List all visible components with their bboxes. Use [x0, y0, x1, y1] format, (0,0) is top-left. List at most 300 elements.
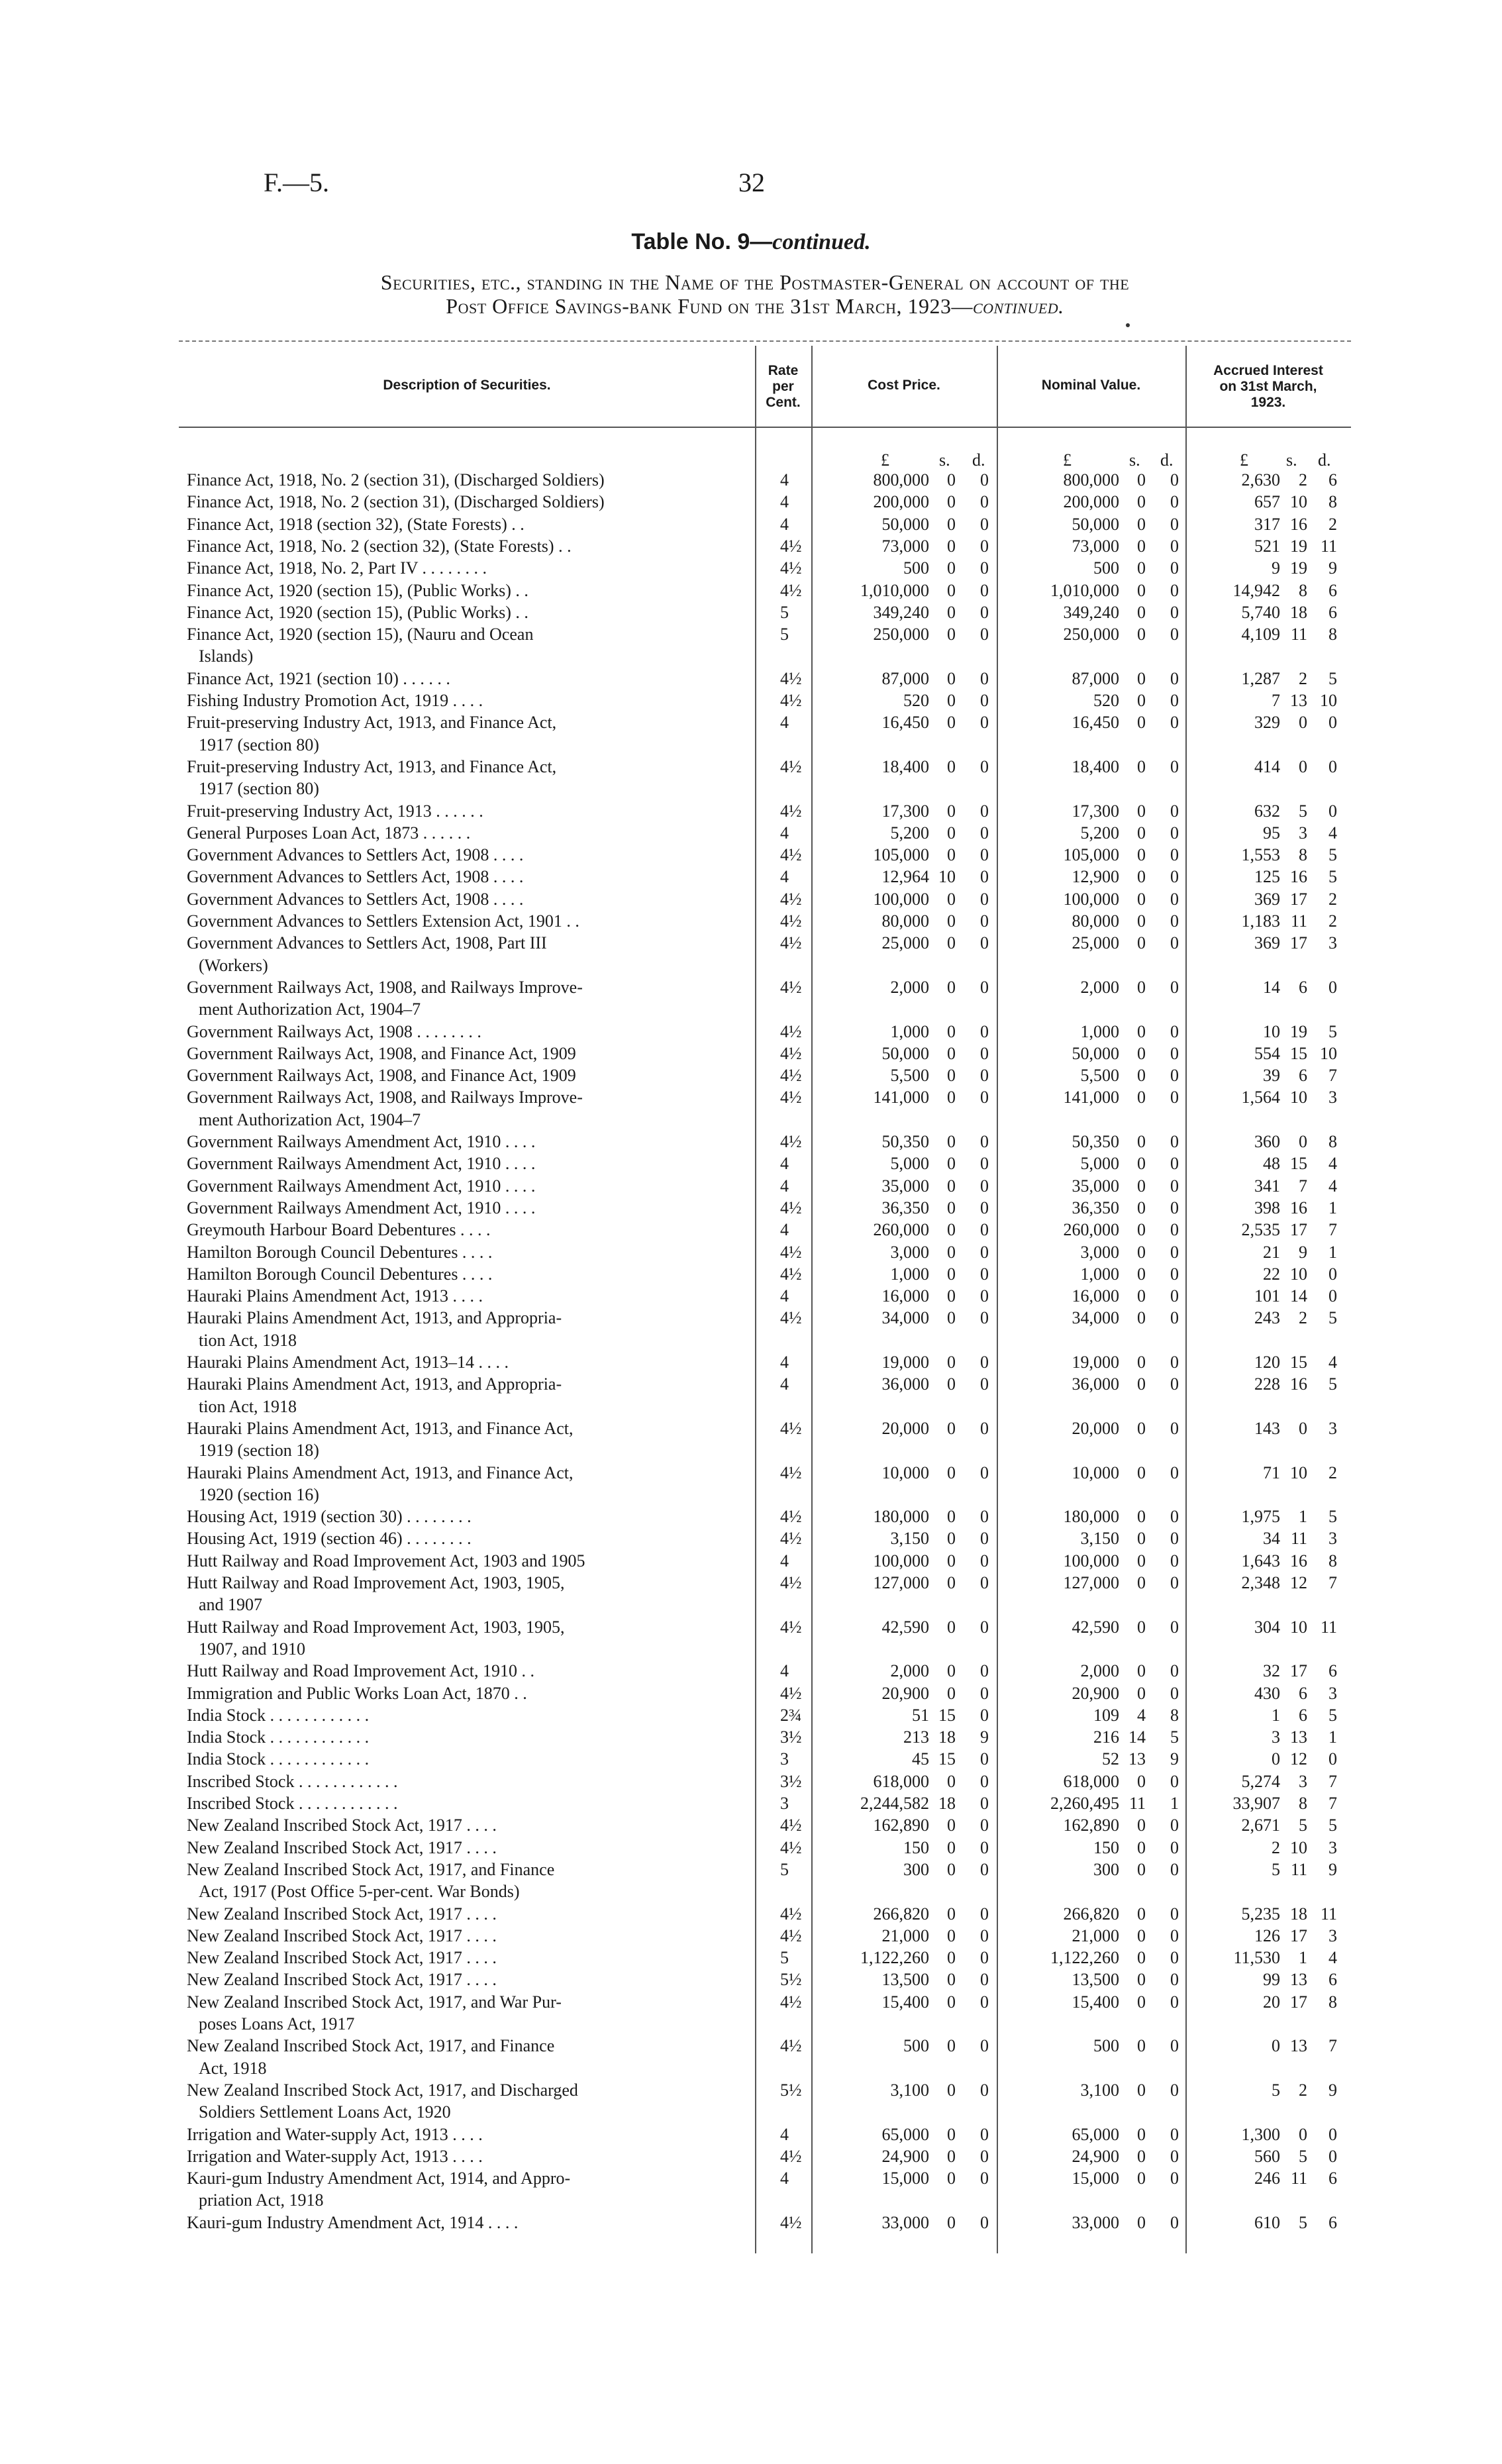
interest-pence: 11 — [1320, 1904, 1337, 1924]
nominal-pence: 0 — [1170, 1286, 1179, 1306]
interest-pounds: 48 — [1263, 1154, 1280, 1174]
nominal-pence: 0 — [1170, 1308, 1179, 1328]
interest-shillings: 6 — [1299, 1066, 1307, 1086]
nominal-pounds: 2,000 — [1080, 1661, 1119, 1681]
nominal-pence: 0 — [1170, 977, 1179, 997]
table-row — [0, 1506, 1502, 1527]
rate-cell: 4½ — [780, 1837, 802, 1857]
description-line: India Stock . . . . . . . . . . . . — [187, 1749, 370, 1769]
description-cell — [187, 2124, 746, 2145]
rate-cell: 4½ — [780, 1925, 802, 1945]
rate-cell: 5 — [780, 625, 789, 644]
cost-pence: 0 — [980, 1837, 989, 1857]
cost-pounds: 300 — [903, 1859, 929, 1879]
interest-pence: 9 — [1328, 2080, 1337, 2100]
nominal-shillings: 0 — [1137, 2146, 1146, 2166]
table-row — [0, 2167, 1502, 2210]
cost-pence: 0 — [980, 2036, 989, 2056]
interest-pounds: 1,287 — [1241, 668, 1280, 688]
interest-shillings: 0 — [1299, 1418, 1307, 1438]
description-cell — [187, 1175, 746, 1197]
nominal-pounds: 141,000 — [1063, 1088, 1119, 1107]
cost-pence: 0 — [980, 514, 989, 534]
description-line: Government Advances to Settlers Act, 1908 . . . . — [187, 845, 524, 865]
description-cell — [187, 1197, 746, 1219]
nominal-pence: 0 — [1170, 1661, 1179, 1681]
rate-cell: 4 — [780, 867, 789, 887]
nominal-pence: 0 — [1170, 1418, 1179, 1438]
interest-pence: 7 — [1328, 1794, 1337, 1813]
description-cell — [187, 1417, 746, 1462]
table-row — [0, 1241, 1502, 1260]
nominal-pounds: 20,000 — [1072, 1418, 1119, 1438]
cost-shillings: 0 — [947, 1353, 956, 1372]
table-row — [0, 1748, 1502, 1767]
cost-shillings: 0 — [947, 602, 956, 622]
nominal-shillings: 0 — [1137, 1661, 1146, 1681]
rate-cell: 4 — [780, 514, 789, 534]
nominal-pence: 0 — [1170, 1088, 1179, 1107]
table-row — [0, 1021, 1502, 1039]
interest-pounds: 39 — [1263, 1066, 1280, 1086]
interest-pounds: 369 — [1254, 889, 1280, 909]
subtitle-line-2 — [192, 294, 1318, 318]
description-cell — [187, 1351, 746, 1373]
description-line: Government Advances to Settlers Act, 1908 . . . . — [187, 889, 524, 909]
description-line: India Stock . . . . . . . . . . . . — [187, 1705, 370, 1725]
description-cell — [187, 1021, 746, 1043]
description-cell — [187, 557, 746, 579]
cost-pence: 0 — [980, 756, 989, 776]
cost-pounds: 250,000 — [873, 625, 929, 644]
description-line: Government Railways Amendment Act, 1910 . . . . — [187, 1154, 536, 1174]
interest-pence: 5 — [1328, 1507, 1337, 1527]
interest-pounds: 632 — [1254, 801, 1280, 821]
interest-shillings: 0 — [1299, 756, 1307, 776]
cost-pence: 0 — [980, 1617, 989, 1637]
interest-pounds: 1,975 — [1241, 1507, 1280, 1527]
rate-cell: 4 — [780, 1374, 789, 1394]
cost-pence: 0 — [980, 625, 989, 644]
interest-shillings: 11 — [1290, 2169, 1307, 2188]
unit-interest-pence: d. — [1318, 450, 1331, 470]
cost-shillings: 0 — [947, 1948, 956, 1968]
interest-pounds: 126 — [1254, 1925, 1280, 1945]
interest-pounds: 317 — [1254, 514, 1280, 534]
table-row — [0, 1903, 1502, 1922]
nominal-pence: 0 — [1170, 1904, 1179, 1924]
cost-shillings: 18 — [938, 1794, 956, 1813]
cost-pence: 0 — [980, 933, 989, 953]
table-row — [0, 557, 1502, 576]
nominal-pence: 8 — [1170, 1705, 1179, 1725]
interest-pence: 6 — [1328, 2212, 1337, 2232]
cost-pounds: 25,000 — [881, 933, 929, 953]
table-row — [0, 491, 1502, 512]
rate-cell: 4½ — [780, 911, 802, 931]
cost-pounds: 200,000 — [873, 492, 929, 512]
description-cell — [187, 1219, 746, 1241]
nominal-pounds: 618,000 — [1063, 1771, 1119, 1791]
nominal-shillings: 0 — [1137, 2169, 1146, 2188]
interest-pounds: 21 — [1263, 1242, 1280, 1262]
nominal-pounds: 109 — [1093, 1705, 1119, 1725]
rate-cell: 5 — [780, 1948, 789, 1968]
description-cell — [187, 1947, 746, 1969]
cost-pence: 0 — [980, 1132, 989, 1151]
nominal-pounds: 162,890 — [1063, 1816, 1119, 1835]
interest-pounds: 610 — [1254, 2212, 1280, 2232]
nominal-shillings: 0 — [1137, 889, 1146, 909]
nominal-pounds: 12,900 — [1072, 867, 1119, 887]
table-row — [0, 1462, 1502, 1504]
table-row — [0, 910, 1502, 929]
nominal-shillings: 0 — [1137, 1418, 1146, 1438]
rate-cell: 4 — [780, 1551, 789, 1570]
rate-cell: 4½ — [780, 1617, 802, 1637]
nominal-pounds: 65,000 — [1072, 2124, 1119, 2144]
interest-pence: 0 — [1328, 756, 1337, 776]
cost-pence: 0 — [980, 1771, 989, 1791]
header-interest-line-1: Accrued Interest — [1213, 363, 1323, 378]
nominal-shillings: 0 — [1137, 1948, 1146, 1968]
nominal-pounds: 1,122,260 — [1050, 1948, 1119, 1968]
nominal-pounds: 500 — [1093, 2036, 1119, 2056]
cost-pence: 0 — [980, 1904, 989, 1924]
cost-pounds: 50,350 — [881, 1132, 929, 1151]
nominal-shillings: 0 — [1137, 1198, 1146, 1217]
interest-pounds: 1,553 — [1241, 845, 1280, 865]
interest-pounds: 32 — [1263, 1661, 1280, 1681]
rate-cell: 4½ — [780, 1198, 802, 1217]
rate-cell: 4½ — [780, 1066, 802, 1086]
cost-pounds: 5,000 — [890, 1154, 929, 1174]
interest-shillings: 13 — [1290, 691, 1307, 710]
interest-pence: 7 — [1328, 2036, 1337, 2056]
nominal-pence: 0 — [1170, 1573, 1179, 1592]
nominal-pence: 0 — [1170, 1925, 1179, 1945]
rate-cell: 4 — [780, 713, 789, 733]
cost-pence: 0 — [980, 1551, 989, 1570]
interest-pence: 10 — [1320, 1043, 1337, 1063]
interest-pence: 0 — [1328, 713, 1337, 733]
nominal-pounds: 10,000 — [1072, 1463, 1119, 1482]
rate-cell: 4 — [780, 470, 789, 489]
cost-pence: 0 — [980, 867, 989, 887]
interest-shillings: 2 — [1299, 668, 1307, 688]
cost-pence: 0 — [980, 1176, 989, 1196]
table-row — [0, 1969, 1502, 1990]
interest-pence: 2 — [1328, 514, 1337, 534]
cost-pounds: 36,350 — [881, 1198, 929, 1217]
page-number: 32 — [738, 168, 765, 197]
interest-pence: 0 — [1328, 1749, 1337, 1769]
nominal-pence: 0 — [1170, 691, 1179, 710]
interest-shillings: 13 — [1290, 2036, 1307, 2056]
nominal-pence: 0 — [1170, 1816, 1179, 1835]
nominal-shillings: 0 — [1137, 2080, 1146, 2100]
cost-shillings: 0 — [947, 889, 956, 909]
unit-nominal-pound: £ — [1063, 450, 1072, 470]
cost-pence: 0 — [980, 1374, 989, 1394]
cost-pounds: 266,820 — [873, 1904, 929, 1924]
interest-pounds: 20 — [1263, 1992, 1280, 2012]
table-row — [0, 623, 1502, 666]
nominal-pounds: 16,450 — [1072, 713, 1119, 733]
nominal-pounds: 1,000 — [1080, 1264, 1119, 1284]
cost-shillings: 0 — [947, 1220, 956, 1240]
cost-pounds: 50,000 — [881, 514, 929, 534]
nominal-shillings: 0 — [1137, 1066, 1146, 1086]
cost-pounds: 16,000 — [881, 1286, 929, 1306]
interest-pence: 5 — [1328, 1374, 1337, 1394]
cost-pounds: 10,000 — [881, 1463, 929, 1482]
description-line: Government Railways Amendment Act, 1910 . . . . — [187, 1132, 536, 1151]
nominal-pounds: 34,000 — [1072, 1308, 1119, 1328]
interest-pounds: 1,564 — [1241, 1088, 1280, 1107]
description-cell — [187, 1925, 746, 1947]
nominal-pounds: 20,900 — [1072, 1683, 1119, 1703]
header-rate-line-1: Rate — [768, 363, 799, 378]
interest-pence: 3 — [1328, 1529, 1337, 1549]
description-line: Hauraki Plains Amendment Act, 1913, and Appropria- — [187, 1308, 562, 1328]
description-cell — [187, 1660, 746, 1682]
nominal-pence: 0 — [1170, 2212, 1179, 2232]
cost-shillings: 0 — [947, 1066, 956, 1086]
nominal-pounds: 5,200 — [1080, 823, 1119, 843]
nominal-shillings: 0 — [1137, 1176, 1146, 1196]
nominal-pounds: 15,400 — [1072, 1992, 1119, 2012]
cost-shillings: 0 — [947, 2124, 956, 2144]
nominal-pounds: 266,820 — [1063, 1904, 1119, 1924]
cost-pence: 0 — [980, 801, 989, 821]
nominal-shillings: 14 — [1128, 1727, 1146, 1747]
table-row — [0, 1726, 1502, 1745]
description-line: Finance Act, 1918, No. 2 (section 31), (Discharged Soldiers) — [187, 470, 605, 489]
interest-pence: 5 — [1328, 1816, 1337, 1835]
nominal-pounds: 17,300 — [1072, 801, 1119, 821]
cost-pounds: 19,000 — [881, 1353, 929, 1372]
cost-pence: 0 — [980, 602, 989, 622]
description-line: Government Railways Act, 1908, and Finance Act, 1909 — [187, 1043, 576, 1063]
nominal-shillings: 0 — [1137, 756, 1146, 776]
interest-shillings: 8 — [1299, 1794, 1307, 1813]
cost-pounds: 5,500 — [890, 1066, 929, 1086]
interest-pounds: 414 — [1254, 756, 1280, 776]
table-row — [0, 1197, 1502, 1215]
cost-shillings: 18 — [938, 1727, 956, 1747]
interest-pounds: 554 — [1254, 1043, 1280, 1063]
interest-pounds: 329 — [1254, 713, 1280, 733]
table-row — [0, 1792, 1502, 1811]
cost-pence: 9 — [980, 1727, 989, 1747]
interest-pence: 3 — [1328, 933, 1337, 953]
cost-pounds: 36,000 — [881, 1374, 929, 1394]
description-cell — [187, 535, 746, 557]
cost-pounds: 35,000 — [881, 1176, 929, 1196]
interest-shillings: 11 — [1290, 1859, 1307, 1879]
interest-shillings: 11 — [1290, 911, 1307, 931]
description-line: Housing Act, 1919 (section 46) . . . . . . . . — [187, 1529, 472, 1549]
header-interest-line-2: on 31st March, — [1219, 379, 1317, 394]
nominal-pounds: 260,000 — [1063, 1220, 1119, 1240]
table-row — [0, 711, 1502, 754]
description-cell — [187, 668, 746, 690]
description-line: Hutt Railway and Road Improvement Act, 1903, 1905, — [187, 1573, 565, 1592]
description-line: Hamilton Borough Council Debentures . . . . — [187, 1264, 493, 1284]
interest-shillings: 13 — [1290, 1970, 1307, 1990]
description-cell — [187, 1043, 746, 1064]
cost-shillings: 0 — [947, 1683, 956, 1703]
nominal-shillings: 0 — [1137, 801, 1146, 821]
table-row — [0, 2145, 1502, 2164]
description-line: Kauri-gum Industry Amendment Act, 1914, and Appro- — [187, 2169, 571, 2188]
nominal-pounds: 3,150 — [1080, 1529, 1119, 1549]
cost-pounds: 51 — [912, 1705, 929, 1725]
interest-pence: 7 — [1328, 1573, 1337, 1592]
nominal-pounds: 19,000 — [1072, 1353, 1119, 1372]
cost-shillings: 0 — [947, 1308, 956, 1328]
interest-pence: 7 — [1328, 1066, 1337, 1086]
cost-pence: 0 — [980, 1242, 989, 1262]
nominal-pence: 0 — [1170, 1837, 1179, 1857]
description-cell — [187, 1682, 746, 1704]
rate-cell: 4 — [780, 1154, 789, 1174]
unit-interest-pound: £ — [1240, 450, 1248, 470]
table-row — [0, 1131, 1502, 1149]
description-line: Hauraki Plains Amendment Act, 1913–14 . . . . — [187, 1353, 509, 1372]
description-cell — [187, 1131, 746, 1153]
nominal-shillings: 0 — [1137, 1043, 1146, 1063]
cost-pounds: 24,900 — [881, 2146, 929, 2166]
nominal-shillings: 0 — [1137, 911, 1146, 931]
interest-shillings: 13 — [1290, 1727, 1307, 1747]
table-row — [0, 1947, 1502, 1968]
interest-shillings: 3 — [1299, 823, 1307, 843]
interest-pounds: 341 — [1254, 1176, 1280, 1196]
cost-pounds: 73,000 — [881, 536, 929, 556]
nominal-shillings: 0 — [1137, 1617, 1146, 1637]
cost-pounds: 42,590 — [881, 1617, 929, 1637]
interest-pence: 5 — [1328, 1021, 1337, 1041]
cost-pounds: 80,000 — [881, 911, 929, 931]
interest-pence: 1 — [1328, 1242, 1337, 1262]
nominal-pounds: 50,000 — [1072, 1043, 1119, 1063]
unit-cost-pence: d. — [972, 450, 985, 470]
nominal-pounds: 25,000 — [1072, 933, 1119, 953]
cost-shillings: 0 — [947, 1617, 956, 1637]
nominal-shillings: 0 — [1137, 470, 1146, 489]
cost-shillings: 0 — [947, 713, 956, 733]
unit-cost-pound: £ — [881, 450, 889, 470]
description-cell — [187, 2079, 746, 2124]
cost-shillings: 0 — [947, 977, 956, 997]
unit-cost-shilling: s. — [939, 450, 950, 470]
rate-cell: 4½ — [780, 1992, 802, 2012]
rate-cell: 4½ — [780, 1507, 802, 1527]
interest-pounds: 5,740 — [1241, 602, 1280, 622]
cost-shillings: 0 — [947, 1507, 956, 1527]
nominal-shillings: 0 — [1137, 933, 1146, 953]
cost-pence: 0 — [980, 470, 989, 489]
interest-pence: 4 — [1328, 1948, 1337, 1968]
cost-pence: 0 — [980, 1021, 989, 1041]
interest-pounds: 1,643 — [1241, 1551, 1280, 1570]
cost-shillings: 0 — [947, 1992, 956, 2012]
interest-shillings: 14 — [1290, 1286, 1307, 1306]
interest-shillings: 5 — [1299, 1816, 1307, 1835]
interest-pence: 1 — [1328, 1198, 1337, 1217]
table-row — [0, 1373, 1502, 1416]
interest-shillings: 2 — [1299, 1308, 1307, 1328]
description-continuation: 1907, and 1910 — [199, 1639, 306, 1659]
nominal-shillings: 0 — [1137, 1683, 1146, 1703]
table-row — [0, 866, 1502, 887]
interest-pounds: 3 — [1272, 1727, 1280, 1747]
cost-pounds: 15,000 — [881, 2169, 929, 2188]
cost-shillings: 0 — [947, 2036, 956, 2056]
nominal-pounds: 150 — [1093, 1837, 1119, 1857]
cost-shillings: 0 — [947, 1242, 956, 1262]
rate-cell: 4½ — [780, 1573, 802, 1592]
table-row — [0, 580, 1502, 598]
rate-cell: 2¾ — [780, 1705, 802, 1725]
description-continuation: (Workers) — [199, 955, 268, 975]
description-cell — [187, 844, 746, 866]
rate-cell: 4½ — [780, 2146, 802, 2166]
interest-shillings: 16 — [1290, 1198, 1307, 1217]
cost-pence: 0 — [980, 1816, 989, 1835]
table-row — [0, 1925, 1502, 1943]
description-line: Government Railways Act, 1908 . . . . . . . . — [187, 1021, 481, 1041]
table-row — [0, 1704, 1502, 1723]
nominal-pence: 0 — [1170, 1859, 1179, 1879]
cost-pence: 0 — [980, 2146, 989, 2166]
interest-pounds: 7 — [1272, 691, 1280, 710]
rate-cell: 4½ — [780, 1529, 802, 1549]
nominal-pounds: 52 — [1102, 1749, 1119, 1769]
description-cell — [187, 1527, 746, 1549]
nominal-shillings: 0 — [1137, 1816, 1146, 1835]
nominal-pounds: 87,000 — [1072, 668, 1119, 688]
cost-shillings: 0 — [947, 1837, 956, 1857]
interest-pence: 3 — [1328, 1683, 1337, 1703]
table-row — [0, 1307, 1502, 1350]
interest-pounds: 304 — [1254, 1617, 1280, 1637]
cost-pounds: 800,000 — [873, 470, 929, 489]
rate-cell: 4½ — [780, 1021, 802, 1041]
cost-pounds: 260,000 — [873, 1220, 929, 1240]
description-line: Finance Act, 1918, No. 2, Part IV . . . . . . . . — [187, 558, 487, 578]
description-line: New Zealand Inscribed Stock Act, 1917, and War Pur- — [187, 1992, 562, 2012]
description-cell — [187, 513, 746, 535]
nominal-pounds: 18,400 — [1072, 756, 1119, 776]
nominal-pounds: 1,010,000 — [1050, 580, 1119, 600]
rate-cell: 4½ — [780, 2212, 802, 2232]
table-row — [0, 932, 1502, 975]
table-title-main: Table No. 9— — [631, 229, 773, 254]
interest-pence: 8 — [1328, 492, 1337, 512]
interest-pounds: 1 — [1272, 1705, 1280, 1725]
cost-shillings: 0 — [947, 514, 956, 534]
cost-shillings: 0 — [947, 1198, 956, 1217]
nominal-pence: 0 — [1170, 1374, 1179, 1394]
interest-shillings: 3 — [1299, 1771, 1307, 1791]
nominal-pence: 0 — [1170, 1154, 1179, 1174]
cost-shillings: 0 — [947, 1088, 956, 1107]
cost-shillings: 0 — [947, 625, 956, 644]
table-row — [0, 535, 1502, 554]
